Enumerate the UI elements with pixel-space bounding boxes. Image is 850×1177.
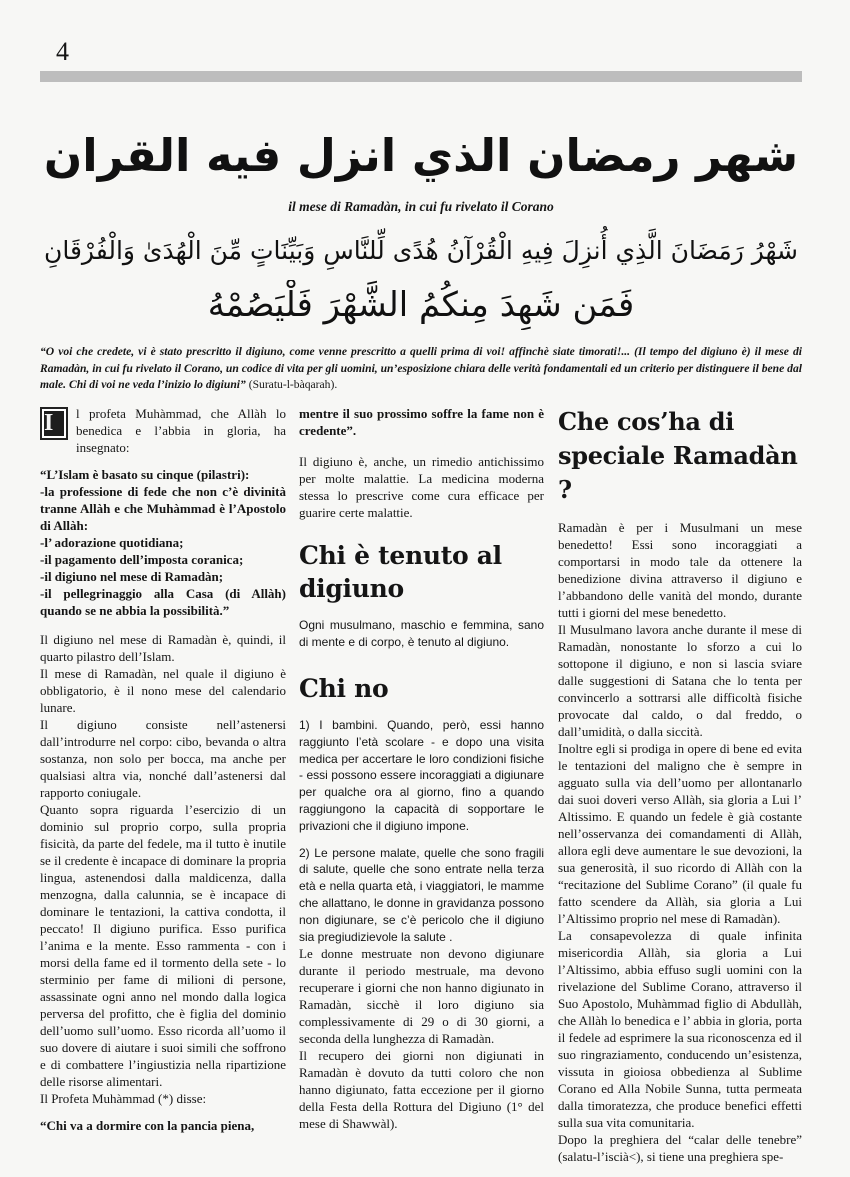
body-paragraph: Dopo la preghiera del “calar delle tenebre” (salatu-l’iscià<), si tiene una preghiera spe- [558,1132,802,1164]
body-paragraph: Il mese di Ramadàn, nel quale il digiuno è obbligatorio, è il nono mese del calendario lunare. [40,666,286,715]
recovery-paragraph: Il recupero dei giorni non digiunati in Ramadàn è dovuto da tutti coloro che non hanno digiunato, fatta eccezione per il giorno della Festa della Rottura del Digiuno (1° del mese di Shawwàl). [299,1048,544,1132]
page-number: 4 [56,37,69,66]
pillars-list [40,466,286,619]
body-paragraph: Il Profeta Muhàmmad (*) disse: [40,1091,207,1106]
menstruation-paragraph: Le donne mestruate non devono digiunare durante il periodo mestruale, ma devono recuperare i giorni che non hanno digiunato in Ramadàn, sicchè il loro digiuno sia complessivamente di 29 o di 30 giorni, a seconda della lunghezza di Ramadàn. [299,946,544,1047]
top-rule [40,71,802,82]
verse-translation-text: “O voi che credete, vi è stato prescritto il digiuno, come venne prescritto a quelli prima di voi! affinchè siate timorati!... (Il tempo del digiuno è) il mese di Ramadàn, in cui fu rivelato il Corano, un codice di vita per gli uomini, un’esposizione chiara delle verità fondamentali ed un criterio per distinguere il bene dal male. Chi di voi ne veda l’inizio lo digiuni” [40,345,802,391]
intro-paragraph [40,405,286,456]
exemption-item: 2) Le persone malate, quelle che sono fragili di salute, quelle che sono entrate nella terza età e nella quarta età, i viaggiatori, le mamme che allattano, le donne in gravidanza possono non digiunare, se c’è pericolo che il digiuno sia pregiudizievole la salute . [299,845,544,944]
pillar-item: -la professione di fede che non c’è divinità tranne Allàh e che Muhàmmad è l’Apostolo di Allàh: [40,484,286,533]
body-paragraph: Il digiuno nel mese di Ramadàn è, quindi, il quarto pilastro dell’Islam. [40,632,286,664]
pillar-item: -l’ adorazione quotidiana; [40,535,184,550]
heading-who-fasts: Chi è tenuto al digiuno [299,541,502,603]
body-paragraph: Ramadàn è per i Musulmani un mese benedetto! Essi sono incoraggiati a comportarsi in modo tale da ottenere la benedizione divina attraverso il digiuno e l’abbandono delle vanità del mondo, durante tutti i giorni del mese benedetto. [558,520,802,620]
pillar-item: -il digiuno nel mese di Ramadàn; [40,569,224,584]
body-paragraph: Quanto sopra riguarda l’esercizio di un dominio sul proprio corpo, sulla propria fisicità, da parte del fedele, ma il tutto è inutile se il credente è incapace di dominare la propria lingua, astenendosi dalla maldicenza, dalla menzogna, dalla calunnia, se è incapace di dominare le tentazioni, la cattiva condotta, il peccato! Il digiuno purifica. Esso purifica l’anima e la mente. Esso rammenta - con i morsi della fame ed il tormento della sete - lo sterminio per fame di milioni di persone, assassinate ogni anno nel mondo dalla logica perversa del profitto, che è figlia del dominio dell’uomo sull’uomo. Esso ricorda all’uomo il suo dovere di aiutare i suoi simili che soffrono e di combattere l’ingiustizia nella ripartizione delle risorse alimentari. [40,802,286,1089]
column-1 [40,405,286,1144]
dropcap-frame [40,407,68,440]
body-paragraph: Il digiuno consiste nell’astenersi dall’introdurre nel corpo: cibo, bevanda o altra sostanza, non solo per bocca, ma anche per qualsiasi altra via, nonché dall’astenersi dal rapporto coniugale. [40,717,286,800]
body-paragraph: La consapevolezza di quale infinita misericordia Allàh, sia gloria a Lui l’Altissimo, abbia effuso sugli uomini con la rivelazione del Sublime Corano, attraverso il Suo Apostolo, Muhàmmad figlio di Abdullàh, che Allàh lo benedica e l’ abbia in gloria, porta il fedele ad esprimere la sua riconoscenza ed il suo ringraziamento, conducendo un’esistenza, vissuta in gioiosa obbedienza al Sublime Corano ed Alla Nobile Sunna, tutta permeata dalla timoratezza, che produce benefici effetti sulla sua vita comunitaria. [558,928,802,1130]
heading-ramadan-special: Che cos’ha di speciale Ramadàn ? [558,407,798,504]
arabic-verse-line-2: فَمَن شَهِدَ مِنكُمُ الشَّهْرَ فَلْيَصُمْهُ [207,285,635,325]
body-paragraph: Inoltre egli si prodiga in opere di bene ed evita le tentazioni del maligno che è sempre in agguato sulla via dell’uomo per allontanarlo dai suoi doveri verso Allàh, sia gloria a Lui l’ Altissimo. E quando un fedele è già costante nell’osservanza dei comandamenti di Allàh, allora egli deve aumentare le sue devozioni, la sua generosità, il suo ricordo di Allàh con la “recitazione del Sublime Corano” (il quale fu fatto scendere da Allàh, sia gloria a Lui l’Altissimo proprio nel mese di Ramadàn). [558,741,802,926]
arabic-verse-line-1: شَهْرُ رَمَضَانَ الَّذِي أُنزِلَ فِيهِ الْقُرْآنُ هُدًى لِّلنَّاسِ وَبَيِّنَاتٍ مِّنَ الْهُدَىٰ وَالْفُرْقَانِ [43,236,799,265]
pillar-item: -il pellegrinaggio alla Casa (di Allàh) quando se ne abbia la possibilità.” [40,586,286,618]
verse-translation [40,344,802,394]
hadith-quote-start: “Chi va a dormire con la pancia piena, [40,1118,255,1133]
exemption-item: 1) I bambini. Quando, però, essi hanno raggiunto l’età scolare - e dopo una visita medica per accertare le loro condizioni fisiche - essi possono essere incoraggiati a digiunare per qualche ora al giorno, fino a quando raggiungono la capacità di sopportare le privazioni che il digiuno impone. [299,718,544,833]
arabic-title: شهر رمضان الذي انزل فيه القران [43,129,799,182]
body-paragraph: Il Musulmano lavora anche durante il mese di Ramadàn, nonostante lo sforzo a cui lo sottopone il digiuno, e non si lascia sviare dalle suggestioni di Satana che lo tenta per convincerlo a sottrarsi alle difficoltà fisiche provocate dal caldo, o dal freddo, o dall’umidità, o dalla siccità. [558,622,802,739]
column-2 [299,405,544,1132]
remedy-paragraph: Il digiuno è, anche, un rimedio antichissimo per molte malattie. La medicina moderna stessa lo prescrive come cura efficace per guarire certe malattie. [299,454,544,520]
heading-who-not: Chi no [299,674,389,703]
dropcap-letter: I [44,411,64,436]
pillar-item: “L’Islam è basato su cinque (pilastri): [40,467,250,482]
hadith-quote-end: mentre il suo prossimo soffre la fame non è credente”. [299,406,544,438]
column-3 [558,405,802,1165]
verse-reference: (Suratu-l-bàqarah). [248,378,338,391]
subtitle: il mese di Ramadàn, in cui fu rivelato il Corano [288,199,554,214]
pillar-item: -il pagamento dell’imposta coranica; [40,552,244,567]
intro-text: l profeta Muhàmmad, che Allàh lo benedica e l’abbia in gloria, ha insegnato: [76,406,286,455]
who-fasts-text: Ogni musulmano, maschio e femmina, sano di mente e di corpo, è tenuto al digiuno. [299,618,544,649]
